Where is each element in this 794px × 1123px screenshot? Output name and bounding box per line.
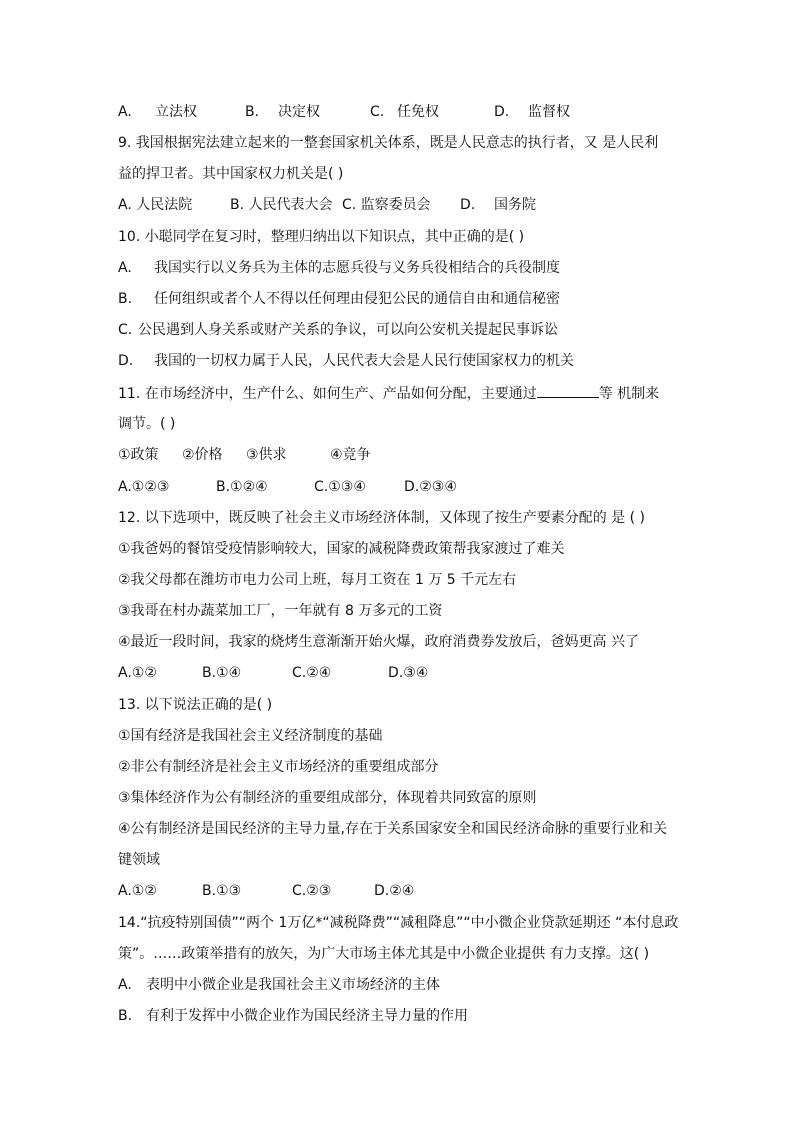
q12-answer-d: D.③④ xyxy=(388,665,429,681)
q13-answer-a: A.①② xyxy=(118,883,157,899)
q11-item-2: ②价格 xyxy=(182,447,223,463)
q8-option-c-text: 任免权 xyxy=(397,104,439,120)
q11-stem-line1 xyxy=(118,383,659,404)
q12-item-3: ③我哥在村办蔬菜加工厂，一年就有 8 万多元的工资 xyxy=(118,603,443,619)
q11-stem-part2: 等 机制来 xyxy=(598,386,660,402)
q9-option-b: B. 人民代表大会 xyxy=(230,197,333,213)
q13-item-3: ③集体经济作为公有制经济的重要组成部分，体现着共同致富的原则 xyxy=(118,790,537,806)
q14-option-a-text: 表明中小微企业是我国社会主义市场经济的主体 xyxy=(146,977,440,993)
q9-option-a: A. 人民法院 xyxy=(118,197,193,213)
q11-stem-line2: 调节。( ) xyxy=(118,416,176,432)
q12-item-4: ④最近一段时间，我家的烧烤生意渐渐开始火爆，政府消费券发放后，爸妈更高 兴了 xyxy=(118,634,639,650)
q11-answer-a: A.①②③ xyxy=(118,479,170,495)
q10-option-d-text: 我国的一切权力属于人民，人民代表大会是人民行使国家权力的机关 xyxy=(154,353,574,369)
q8-option-a-text: 立法权 xyxy=(155,104,197,120)
q8-option-d-label: D. xyxy=(494,104,510,120)
q10-option-d-label: D. xyxy=(118,353,134,369)
q14-stem-line2: 策”。……政策举措有的放矢，为广大市场主体尤其是中小微企业提供 有力支撑。这( ) xyxy=(118,946,650,962)
q12-item-1: ①我爸妈的餐馆受疫情影响较大，国家的减税降费政策帮我家渡过了难关 xyxy=(118,541,565,557)
q11-answer-blank xyxy=(537,383,599,398)
q12-answer-c: C.②④ xyxy=(292,665,332,681)
q9-option-d-text: 国务院 xyxy=(494,197,536,213)
q13-item-1: ①国有经济是我国社会主义经济制度的基础 xyxy=(118,728,383,744)
q11-answer-b: B.①②④ xyxy=(216,479,268,495)
q9-stem-line1: 9. 我国根据宪法建立起来的一整套国家机关体系，既是人民意志的执行者，又 是人民利 xyxy=(118,135,659,151)
q14-option-b-text: 有利于发挥中小微企业作为国民经济主导力量的作用 xyxy=(146,1008,468,1024)
q12-answer-a: A.①② xyxy=(118,665,157,681)
q10-stem: 10. 小聪同学在复习时，整理归纳出以下知识点，其中正确的是( ) xyxy=(118,229,525,245)
q11-answer-c: C.①③④ xyxy=(314,479,366,495)
q10-option-b-text: 任何组织或者个人不得以任何理由侵犯公民的通信自由和通信秘密 xyxy=(154,291,560,307)
q11-item-4: ④竞争 xyxy=(330,447,371,463)
q13-answer-b: B.①③ xyxy=(202,883,242,899)
q12-stem: 12. 以下选项中，既反映了社会主义市场经济体制，又体现了按生产要素分配的 是 ( ) xyxy=(118,510,645,526)
q13-item-4: ④公有制经济是国民经济的主导力量,存在于关系国家安全和国民经济命脉的重要行业和关 xyxy=(118,821,667,837)
q14-option-a-label: A. xyxy=(118,977,132,993)
q9-stem-line2: 益的捍卫者。其中国家权力机关是( ) xyxy=(118,166,344,182)
q11-item-3: ③供求 xyxy=(246,447,287,463)
q13-item-4-continued: 键领域 xyxy=(118,852,160,868)
q11-answer-d: D.②③④ xyxy=(404,479,457,495)
q10-option-a-text: 我国实行以义务兵为主体的志愿兵役与义务兵役相结合的兵役制度 xyxy=(154,260,560,276)
q11-item-1: ①政策 xyxy=(118,447,159,463)
q9-option-d-label: D. xyxy=(460,197,476,213)
q10-option-c-label: C. xyxy=(118,322,133,338)
q10-option-b-label: B. xyxy=(118,291,133,307)
q13-answer-d: D.②④ xyxy=(374,883,415,899)
q10-option-a-label: A. xyxy=(118,260,132,276)
q12-item-2: ②我父母都在潍坊市电力公司上班，每月工资在 1 万 5 千元左右 xyxy=(118,572,517,588)
q10-option-c-text: 公民遇到人身关系或财产关系的争议，可以向公安机关提起民事诉讼 xyxy=(138,322,558,338)
q8-option-b-text: 决定权 xyxy=(278,104,320,120)
q12-answer-b: B.①④ xyxy=(202,665,242,681)
q13-stem: 13. 以下说法正确的是( ) xyxy=(118,697,273,713)
q13-answer-c: C.②③ xyxy=(292,883,332,899)
q8-option-c-label: C. xyxy=(370,104,385,120)
q13-item-2: ②非公有制经济是社会主义市场经济的重要组成部分 xyxy=(118,759,439,775)
q8-option-b-label: B. xyxy=(245,104,260,120)
q11-stem-part1: 11. 在市场经济中，生产什么、如何生产、产品如何分配，主要通过 xyxy=(118,386,537,402)
q8-option-a-label: A. xyxy=(118,104,132,120)
q8-option-d-text: 监督权 xyxy=(528,104,570,120)
q14-stem-line1: 14.“抗疫特别国债”“两个 1万亿*“减税降费”“减租降息”“中小微企业贷款延期还 “本付息政 xyxy=(118,915,679,931)
q14-option-b-label: B. xyxy=(118,1008,133,1024)
q9-option-c: C. 监察委员会 xyxy=(342,197,431,213)
